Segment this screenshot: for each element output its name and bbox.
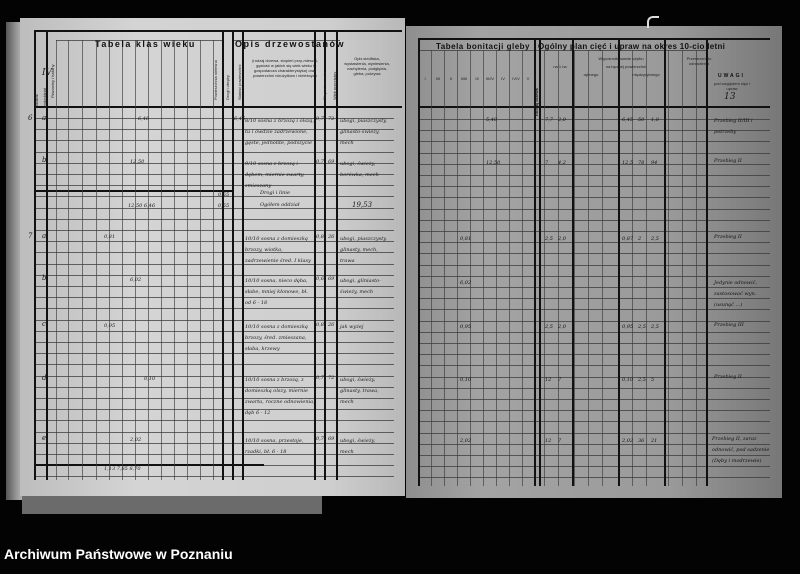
soil-value: 5,40 [486, 117, 498, 123]
row-nonforest: 0,55 [218, 192, 230, 198]
grid-line [418, 38, 420, 486]
remarks-title: UWAGI [718, 73, 745, 79]
row-area: 6,46 [234, 116, 246, 122]
species-col-header: Rodzaj drzewa [534, 88, 539, 116]
volume-value: 36 [638, 438, 645, 444]
grid-line [122, 40, 123, 480]
row-age-value: 0,10 [144, 376, 156, 382]
row-age: 69 [328, 159, 335, 165]
soil-col: I [424, 76, 426, 81]
row-pododdzial: a [42, 232, 47, 240]
per-ha-2: 2,0 [558, 236, 566, 242]
row-age: 72 [328, 116, 335, 122]
grid-line [34, 409, 394, 410]
row-site: jak wyżej [340, 324, 364, 330]
soil-value: 0,81 [460, 236, 472, 242]
per-ha-2: 2,0 [558, 117, 566, 123]
grid-line [544, 50, 545, 486]
remarks-subtitle: pod względem cięć i upraw [713, 81, 751, 91]
col-age: Wiek przeciętny [332, 71, 337, 100]
per-ha-1: 12 [545, 377, 552, 383]
extra-value: 2,5 [651, 236, 659, 242]
row-site: ubogi, gliniasto-świeży, mech [340, 278, 381, 295]
grid-line [34, 219, 394, 220]
grid-line [56, 40, 57, 480]
row-density: 0,7 [316, 116, 324, 122]
grid-line [34, 185, 394, 186]
grid-line [522, 50, 523, 486]
grid-line [34, 353, 394, 354]
soil-col: III/IV [485, 76, 495, 81]
col-area: Stałość powierzchni [237, 64, 242, 100]
col-pododdzial: Pododdział [42, 88, 47, 108]
row-site: ubogi, świeży, glinasty, trawa, mech [340, 377, 379, 405]
grid-line [34, 152, 394, 153]
grid-line [509, 50, 510, 486]
remark: Jedynie odnowić, zastosować wyn. (usunąć ...) [714, 280, 758, 308]
volume-value: 50 [638, 117, 645, 123]
row-age: 69 [328, 436, 335, 442]
volume-value: 2,5 [638, 324, 646, 330]
grid-line [34, 230, 394, 231]
row-description: 10/10 sosna, przestoje, rzadki, bł. 6 - 18 [245, 438, 304, 455]
row-pododdzial: a [42, 114, 47, 122]
grid-line [668, 50, 669, 486]
row-age-value: 2,02 [130, 437, 142, 443]
interim-cut-header: międzyrębnego [632, 72, 660, 77]
grid-line [187, 40, 188, 480]
stand-description-column-header: (rodzaj drzewa, stopień przy-mieszki, gęstość w jakich się wiek wieku i gospodarcza charakterystyka) oraz powierzchni nieużytków i nieleśnych [252, 58, 318, 78]
volume-value: 2 [638, 236, 642, 242]
grid-line [34, 420, 394, 421]
row-pododdzial: e [42, 434, 47, 442]
grid-line [161, 40, 162, 480]
row-description: 10/10 sosna z domieszką brzozy, wiotka, zadrzewienie śred. I klasy [245, 236, 311, 264]
row-site: ubogi, świeży, borówka, mech [340, 161, 379, 178]
extra-value: 1,8 [651, 117, 659, 123]
total-area-header: na łącznej powierzchni [605, 64, 647, 69]
remark: Przebieg II, zaraz odnowić, pod sadzenie (Dęby i modrzewie) [712, 436, 770, 464]
soil-value: 0,10 [460, 377, 472, 383]
grid-line [470, 50, 471, 486]
stand-description-title: Opis drzewostanów [235, 39, 346, 49]
row-oddzial: 6 [28, 114, 33, 122]
row-site: ubogi, świeży, mech [340, 438, 376, 455]
remark: Przebieg II/III i potrzeby [714, 118, 753, 135]
area-value: 0,87 [622, 236, 634, 242]
grid-line [588, 50, 589, 486]
area-value: 2,02 [622, 438, 634, 444]
soil-value: 0,95 [460, 324, 472, 330]
per-ha-2: 7 [558, 377, 562, 383]
col-plazowiny: Płazowiny i halizny [50, 64, 55, 98]
soil-value: 12,50 [486, 160, 501, 166]
area-value: 0,95 [622, 324, 634, 330]
grid-line [109, 40, 110, 480]
row-pododdzial: c [42, 320, 46, 328]
per-ha-1: 2,5 [545, 236, 553, 242]
grid-line [664, 38, 666, 486]
soil-col: II [449, 76, 453, 81]
soil-col: IV [501, 76, 505, 81]
grid-line [213, 40, 214, 480]
row-density: 0,7 [316, 159, 324, 165]
grid-line [431, 50, 432, 486]
soil-col: II/III [460, 76, 468, 81]
col-oddzial: Oddział [34, 94, 39, 108]
grid-line [34, 190, 234, 192]
grid-line [222, 30, 224, 480]
archive-caption: Archiwum Państwowe w Poznaniu [4, 546, 233, 562]
grid-line [444, 50, 445, 486]
soil-value: 6,02 [460, 280, 472, 286]
area-value: 6,45 [622, 117, 634, 123]
grid-line [682, 50, 683, 486]
row-age: 26 [328, 322, 335, 328]
row-description: 8/10 sosna z brzozą i olszą, tu i ówdzie zadrzewione, gęste, jednolite, podszycie [245, 118, 314, 146]
row-label: Ogółem oddział [260, 202, 300, 208]
row-age-value: 0,95 [104, 323, 116, 329]
per-ha-header: na 1 ha [553, 64, 567, 69]
grid-line [34, 106, 402, 108]
per-ha-2: 4,2 [558, 160, 566, 166]
grid-line [34, 476, 394, 477]
grid-line [646, 50, 647, 486]
margin-note: IV [42, 68, 53, 78]
plan-title: Ogólny plan cięć i upraw na okres 10-cio letni [538, 42, 726, 51]
grid-line [34, 364, 394, 365]
grid-line [602, 50, 603, 486]
grid-line [148, 40, 149, 480]
extra-value: 2,5 [651, 324, 659, 330]
grid-line [496, 50, 497, 486]
site-description-header: Opis siedliska, wystawienia, wyniesienia, nachylenia, podgłębia, gleba, pokrywa [344, 56, 390, 76]
per-ha-1: 2,5 [545, 324, 553, 330]
per-ha-1: 7 [545, 160, 549, 166]
row-age-value: 12,50 [130, 159, 145, 165]
grid-line [34, 432, 394, 433]
right-page [406, 26, 782, 498]
remark: Przebieg II [714, 234, 742, 240]
row-density: 0,8 [316, 322, 324, 328]
grid-line [618, 38, 620, 486]
row-description: 9/10 sosna z brzozą i dębem, miernie zwarty, zmieszany [245, 161, 305, 189]
row-total-age: 12,50 6,46 [128, 203, 156, 209]
row-total-age: 1,13 7,85 8,70 [104, 466, 141, 472]
row-density: 0,7 [316, 436, 324, 442]
row-age: 26 [328, 234, 335, 240]
row-description: 10/10 sosna z brzozą, z domieszką olszy, miernie zwarta, roczne odnowienia, dęb 6 - 12 [245, 377, 315, 416]
row-pododdzial: b [42, 274, 47, 282]
soil-col: I/II [435, 76, 441, 81]
grid-line [242, 30, 244, 480]
soil-table-title: Tabela bonitacji gleby [436, 42, 530, 51]
grid-line [34, 320, 394, 321]
grid-line [68, 40, 69, 480]
row-label: Drogi i linie [260, 190, 290, 196]
row-density: 0,8 [316, 234, 324, 240]
extra-value: 21 [651, 438, 658, 444]
grid-line [572, 38, 574, 486]
per-ha-1: 7,7 [545, 117, 553, 123]
per-ha-1: 12 [545, 438, 552, 444]
grid-line [82, 40, 83, 480]
grid-line [574, 50, 575, 486]
grid-line [174, 40, 175, 480]
per-ha-2: 7 [558, 438, 562, 444]
remark: Przebieg II [714, 158, 742, 164]
grid-line [232, 30, 234, 480]
row-age-value: 0,81 [104, 234, 116, 240]
grid-line [632, 50, 633, 486]
row-site: ubogi, piaszczysty, glinasty, mech, trawa [340, 236, 387, 264]
col-density: Stopień zwarcia [322, 71, 327, 100]
soil-col: IV/V [512, 76, 520, 81]
per-ha-2: 2,0 [558, 324, 566, 330]
volume-value: 78 [638, 160, 645, 166]
grid-line [418, 38, 770, 40]
grid-line [34, 30, 402, 32]
remark: Przebieg III [714, 322, 744, 328]
row-oddzial: 7 [28, 232, 33, 240]
remarks-number: 13 [724, 92, 736, 102]
soil-value: 2,02 [460, 438, 472, 444]
grid-line [34, 308, 394, 309]
grid-line [135, 40, 136, 480]
reforest-header: Przestrzeń do odnowienia [686, 56, 712, 66]
grid-line [34, 208, 394, 209]
grid-line [706, 38, 708, 486]
row-total: 19,53 [352, 201, 373, 209]
grid-line [483, 50, 484, 486]
row-total-nonforest: 0,55 [218, 203, 230, 209]
grid-line [34, 196, 394, 197]
page-tab-marker-icon [647, 16, 659, 28]
col-nonforest: Powierzchnia nieleśna [213, 60, 218, 100]
col-roads: Drogi i obręby [225, 75, 230, 100]
row-age: 69 [328, 276, 335, 282]
extra-value: 5 [651, 377, 655, 383]
area-value: 0,10 [622, 377, 634, 383]
grid-line [539, 38, 541, 486]
grid-line [96, 40, 97, 480]
grid-line [34, 342, 394, 343]
extra-value: 94 [651, 160, 658, 166]
area-value: 12,5 [622, 160, 634, 166]
final-cut-header: rębnego [583, 72, 599, 77]
row-density: 0,7 [316, 375, 324, 381]
row-age-value: 6,02 [130, 277, 142, 283]
row-density: 0,6 [316, 276, 324, 282]
soil-col: III [475, 76, 479, 81]
row-description: 10/10 sosna z domieszką brzozy, śred. zmieszana, słaba, krzewy [245, 324, 308, 352]
grid-line [457, 50, 458, 486]
row-description: 10/10 sosna, nieco dęba, słabe, mniej kłonowe, bł. od 6 - 18 [245, 278, 308, 306]
age-class-table-title: Tabela klas wieku [95, 39, 196, 49]
row-age: 72 [328, 375, 335, 381]
grid-line [696, 50, 697, 486]
row-site: ubogi, piaszczysty, glinasto-świeży, mech [340, 118, 387, 146]
soil-col: V [526, 76, 530, 81]
volume-value: 2,5 [638, 377, 646, 383]
row-age-value: 6,46 [138, 116, 150, 122]
harvest-header: Wypośrodkowanie użytku [598, 56, 644, 61]
row-pododdzial: b [42, 156, 47, 164]
row-pododdzial: d [42, 374, 47, 382]
remark: Przebieg II [714, 374, 742, 380]
grid-line [200, 40, 201, 480]
left-page [20, 18, 405, 496]
